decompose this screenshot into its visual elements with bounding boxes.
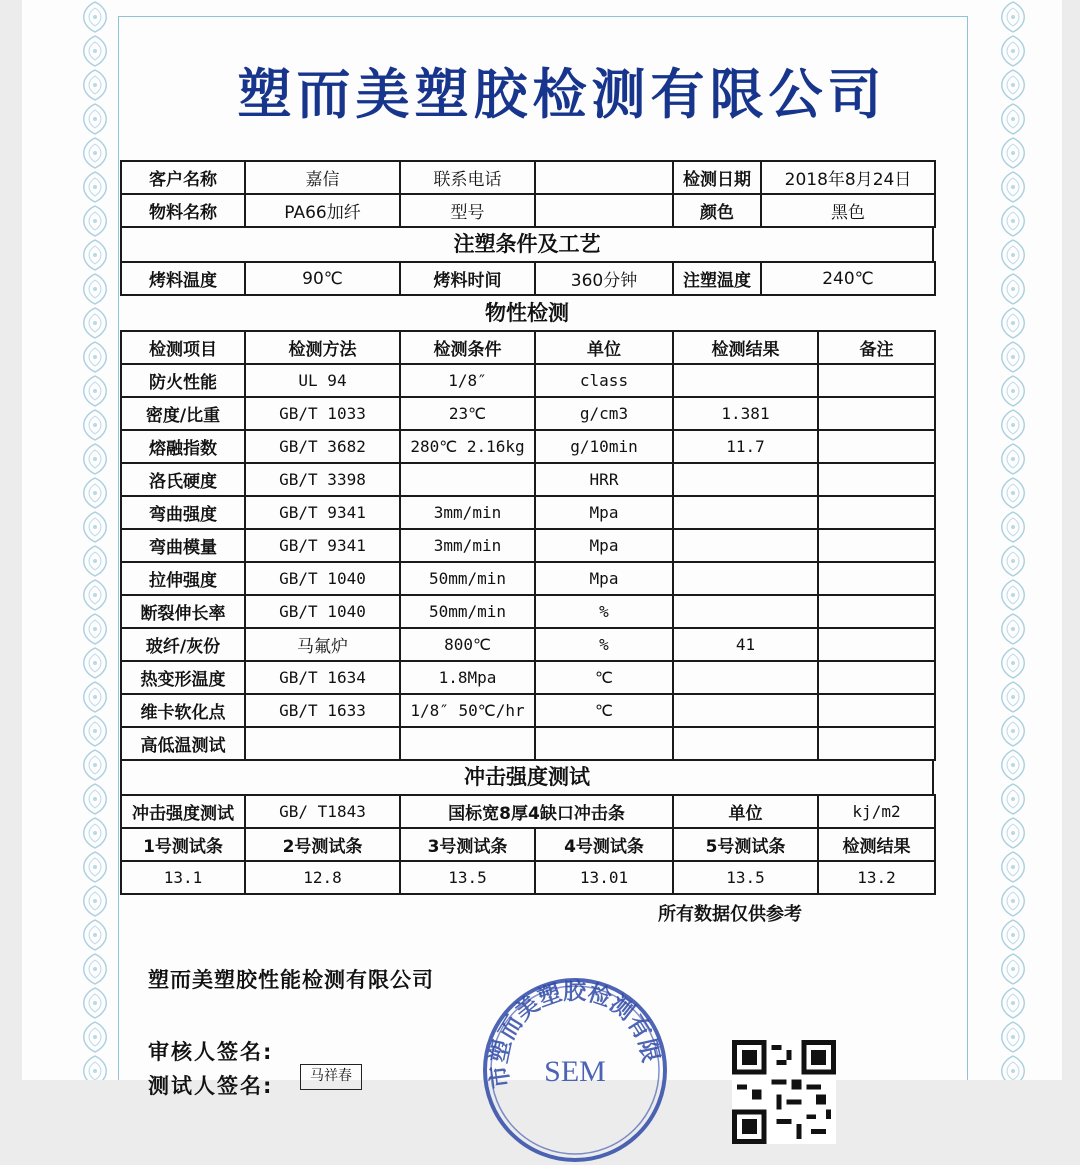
column-header: 备注 xyxy=(818,331,935,364)
remark xyxy=(818,694,935,727)
table-row xyxy=(121,364,935,397)
remark xyxy=(818,430,935,463)
column-header: 3号测试条 xyxy=(400,828,535,861)
material-name-value: PA66加纤 xyxy=(245,194,400,227)
table-row xyxy=(121,397,935,430)
test-condition: 23℃ xyxy=(400,397,535,430)
impact-result: 13.2 xyxy=(818,861,935,894)
unit xyxy=(535,727,673,760)
unit: HRR xyxy=(535,463,673,496)
test-method: GB/T 1040 xyxy=(245,595,400,628)
info-row-2 xyxy=(121,194,935,227)
impact-standard-row xyxy=(121,795,935,828)
result xyxy=(673,562,818,595)
impact-values-row xyxy=(121,861,935,894)
impact-unit-value: kj/m2 xyxy=(818,795,935,828)
test-method: GB/T 1634 xyxy=(245,661,400,694)
result: 11.7 xyxy=(673,430,818,463)
table-row xyxy=(121,694,935,727)
test-method: GB/T 1040 xyxy=(245,562,400,595)
company-seal-stamp xyxy=(480,975,670,1165)
result xyxy=(673,595,818,628)
table-row xyxy=(121,430,935,463)
column-header: 5号测试条 xyxy=(673,828,818,861)
test-item: 熔融指数 xyxy=(121,430,245,463)
test-condition: 1/8″ xyxy=(400,364,535,397)
test-item: 弯曲强度 xyxy=(121,496,245,529)
result xyxy=(673,661,818,694)
test-date-value: 2018年8月24日 xyxy=(761,161,935,194)
phone-label: 联系电话 xyxy=(400,161,535,194)
unit: g/cm3 xyxy=(535,397,673,430)
test-condition: 1/8″ 50℃/hr xyxy=(400,694,535,727)
test-condition: 50mm/min xyxy=(400,562,535,595)
test-item: 密度/比重 xyxy=(121,397,245,430)
physical-header-row xyxy=(121,331,935,364)
test-method: GB/T 9341 xyxy=(245,529,400,562)
physical-table xyxy=(120,330,936,761)
disclaimer-note: 所有数据仅供参考 xyxy=(658,904,802,925)
remark xyxy=(818,529,935,562)
test-item: 断裂伸长率 xyxy=(121,595,245,628)
table-row xyxy=(121,562,935,595)
result xyxy=(673,496,818,529)
reviewer-signature-label: 审核人签名: xyxy=(148,1040,274,1064)
color-label: 颜色 xyxy=(673,194,761,227)
test-item: 高低温测试 xyxy=(121,727,245,760)
impact-section-title: 冲击强度测试 xyxy=(120,761,934,794)
customer-name-value: 嘉信 xyxy=(245,161,400,194)
impact-header-row xyxy=(121,828,935,861)
impact-value: 13.5 xyxy=(673,861,818,894)
decorative-border-right xyxy=(990,0,1036,1080)
test-method: UL 94 xyxy=(245,364,400,397)
column-header: 4号测试条 xyxy=(535,828,673,861)
result xyxy=(673,727,818,760)
unit: % xyxy=(535,628,673,661)
remark xyxy=(818,397,935,430)
seal-center-text: SEM xyxy=(544,1055,606,1088)
remark xyxy=(818,496,935,529)
test-date-label: 检测日期 xyxy=(673,161,761,194)
unit: Mpa xyxy=(535,496,673,529)
test-condition: 3mm/min xyxy=(400,529,535,562)
test-method: 马氟炉 xyxy=(245,628,400,661)
column-header: 检测方法 xyxy=(245,331,400,364)
remark xyxy=(818,562,935,595)
column-header: 单位 xyxy=(535,331,673,364)
impact-value: 13.1 xyxy=(121,861,245,894)
physical-section-title: 物性检测 xyxy=(485,301,569,325)
impact-table xyxy=(120,794,936,895)
test-item: 维卡软化点 xyxy=(121,694,245,727)
drying-temp-value: 90℃ xyxy=(245,262,400,295)
unit: Mpa xyxy=(535,562,673,595)
remark xyxy=(818,364,935,397)
seal-ring-text: 市塑而美塑胶检测有限 xyxy=(486,978,664,1090)
impact-value: 13.5 xyxy=(400,861,535,894)
impact-test-label: 冲击强度测试 xyxy=(121,795,245,828)
table-row xyxy=(121,496,935,529)
remark xyxy=(818,628,935,661)
model-value xyxy=(535,194,673,227)
test-condition: 280℃ 2.16kg xyxy=(400,430,535,463)
color-value: 黑色 xyxy=(761,194,935,227)
column-header: 检测项目 xyxy=(121,331,245,364)
result: 1.381 xyxy=(673,397,818,430)
column-header: 检测结果 xyxy=(818,828,935,861)
test-item: 拉伸强度 xyxy=(121,562,245,595)
qr-code xyxy=(732,1040,836,1144)
column-header: 检测条件 xyxy=(400,331,535,364)
test-method: GB/T 3398 xyxy=(245,463,400,496)
table-row xyxy=(121,463,935,496)
company-name-footer: 塑而美塑胶性能检测有限公司 xyxy=(148,968,434,992)
result xyxy=(673,529,818,562)
test-method: GB/T 3682 xyxy=(245,430,400,463)
test-report-form xyxy=(120,160,934,895)
unit: Mpa xyxy=(535,529,673,562)
test-item: 防火性能 xyxy=(121,364,245,397)
drying-time-label: 烤料时间 xyxy=(400,262,535,295)
unit: ℃ xyxy=(535,694,673,727)
test-method: GB/T 9341 xyxy=(245,496,400,529)
drying-temp-label: 烤料温度 xyxy=(121,262,245,295)
column-header: 2号测试条 xyxy=(245,828,400,861)
impact-unit-label: 单位 xyxy=(673,795,818,828)
table-row xyxy=(121,529,935,562)
remark xyxy=(818,595,935,628)
unit: class xyxy=(535,364,673,397)
info-table xyxy=(120,160,936,228)
test-method: GB/T 1033 xyxy=(245,397,400,430)
table-row xyxy=(121,727,935,760)
material-name-label: 物料名称 xyxy=(121,194,245,227)
test-condition: 1.8Mpa xyxy=(400,661,535,694)
result xyxy=(673,463,818,496)
result xyxy=(673,694,818,727)
column-header: 1号测试条 xyxy=(121,828,245,861)
column-header: 检测结果 xyxy=(673,331,818,364)
impact-specimen: 国标宽8厚4缺口冲击条 xyxy=(400,795,673,828)
remark xyxy=(818,727,935,760)
drying-time-value: 360分钟 xyxy=(535,262,673,295)
table-row xyxy=(121,628,935,661)
impact-value: 13.01 xyxy=(535,861,673,894)
unit: % xyxy=(535,595,673,628)
test-item: 热变形温度 xyxy=(121,661,245,694)
test-condition: 800℃ xyxy=(400,628,535,661)
remark xyxy=(818,463,935,496)
model-label: 型号 xyxy=(400,194,535,227)
test-condition: 50mm/min xyxy=(400,595,535,628)
injection-temp-label: 注塑温度 xyxy=(673,262,761,295)
unit: ℃ xyxy=(535,661,673,694)
molding-table xyxy=(120,261,936,296)
test-method xyxy=(245,727,400,760)
tester-signature-label: 测试人签名: xyxy=(148,1074,274,1098)
injection-temp-value: 240℃ xyxy=(761,262,935,295)
test-item: 玻纤/灰份 xyxy=(121,628,245,661)
test-condition: 3mm/min xyxy=(400,496,535,529)
result xyxy=(673,364,818,397)
customer-name-label: 客户名称 xyxy=(121,161,245,194)
test-item: 弯曲模量 xyxy=(121,529,245,562)
result: 41 xyxy=(673,628,818,661)
decorative-border-left xyxy=(72,0,118,1080)
test-condition xyxy=(400,463,535,496)
remark xyxy=(818,661,935,694)
document-title: 塑而美塑胶检测有限公司 xyxy=(237,63,887,126)
table-row xyxy=(121,595,935,628)
test-condition xyxy=(400,727,535,760)
molding-row xyxy=(121,262,935,295)
impact-method: GB/ T1843 xyxy=(245,795,400,828)
test-item: 洛氏硬度 xyxy=(121,463,245,496)
test-method: GB/T 1633 xyxy=(245,694,400,727)
tester-signature: 马祥春 xyxy=(300,1064,362,1090)
phone-value xyxy=(535,161,673,194)
table-row xyxy=(121,661,935,694)
info-row-1 xyxy=(121,161,935,194)
molding-section-title: 注塑条件及工艺 xyxy=(120,228,934,261)
unit: g/10min xyxy=(535,430,673,463)
impact-value: 12.8 xyxy=(245,861,400,894)
